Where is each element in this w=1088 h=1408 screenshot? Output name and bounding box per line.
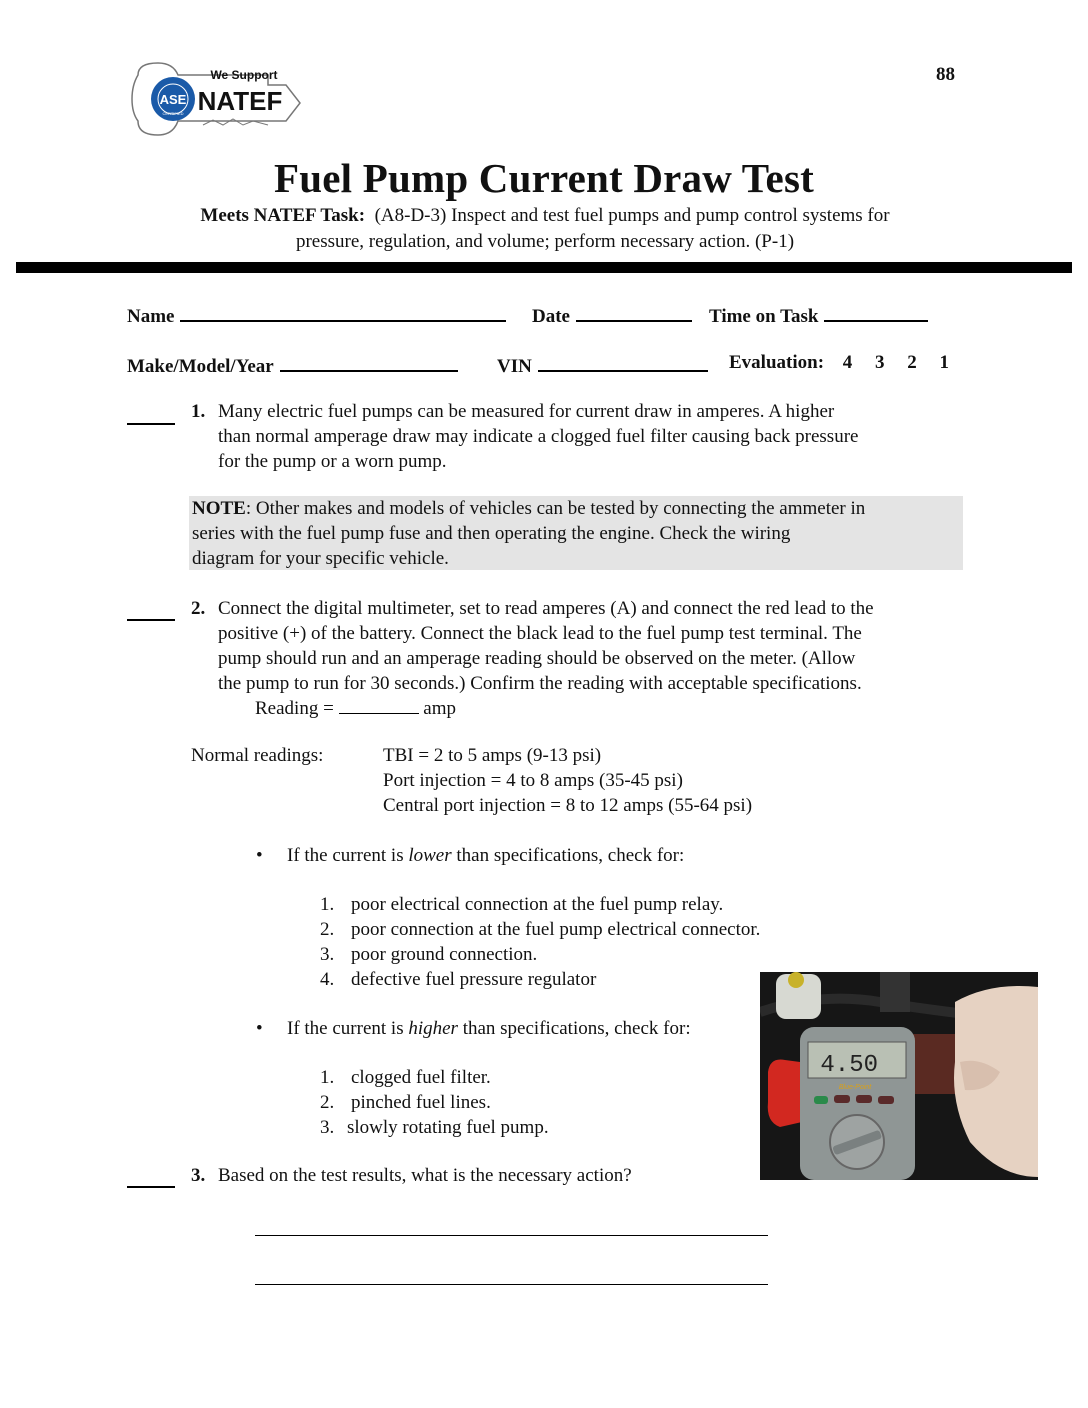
step2-line: Connect the digital multimeter, set to read amperes (A) and connect the red lead to the: [218, 598, 874, 619]
step2-number: 2.: [191, 598, 206, 619]
natef-logo: [128, 55, 318, 150]
natef-task-description: [130, 203, 960, 255]
time-on-task-label: Time on Task: [709, 306, 819, 327]
step2-line: the pump to run for 30 seconds.) Confirm the reading with acceptable specifications.: [218, 673, 862, 694]
evaluation-score-4[interactable]: 4: [842, 352, 853, 373]
name-label: Name: [127, 306, 175, 327]
lower-current-heading: [287, 843, 684, 868]
multimeter-photo-icon: [760, 972, 1038, 1180]
answer-line-2[interactable]: [255, 1284, 768, 1285]
svg-text:ASE: ASE: [159, 92, 187, 107]
date-field-group: [532, 302, 692, 328]
normal-reading-central-port: Central port injection = 8 to 12 amps (55-64 psi): [383, 795, 753, 816]
list-item: 2. pinched fuel lines.: [320, 1092, 491, 1113]
list-item: 3. slowly rotating fuel pump.: [320, 1117, 549, 1138]
lower-causes-list: [320, 892, 760, 992]
lower-emphasis: lower: [408, 845, 452, 866]
meter-display-text: 4.50: [820, 1052, 878, 1079]
lower-prefix: If the current is: [287, 845, 409, 866]
step1-checkoff-blank[interactable]: [127, 423, 175, 425]
vin-field-group: [497, 352, 708, 378]
date-input[interactable]: [576, 302, 692, 322]
higher-current-heading: [287, 1016, 691, 1041]
step1-line: than normal amperage draw may indicate a clogged fuel filter causing back pressure: [218, 426, 859, 447]
step2-checkoff-blank[interactable]: [127, 619, 175, 621]
reading-input[interactable]: [339, 695, 419, 714]
time-field-group: [709, 302, 928, 328]
evaluation-group: [729, 352, 949, 374]
higher-emphasis: higher: [408, 1018, 458, 1039]
normal-readings-label: Normal readings:: [191, 745, 324, 766]
bullet-icon: •: [256, 1018, 263, 1039]
reading-field-group: [255, 695, 456, 721]
lower-suffix: than specifications, check for:: [451, 845, 685, 866]
list-item: 1. clogged fuel filter.: [320, 1067, 491, 1088]
make-model-year-input[interactable]: [280, 352, 458, 372]
header-divider: [16, 262, 1072, 273]
vin-label: VIN: [497, 356, 532, 377]
normal-reading-tbi: TBI = 2 to 5 amps (9-13 psi): [383, 745, 602, 766]
list-item: 4. defective fuel pressure regulator: [320, 969, 597, 990]
normal-reading-port: Port injection = 4 to 8 amps (35-45 psi): [383, 770, 683, 791]
note-label: NOTE: [192, 498, 246, 519]
page-title: Fuel Pump Current Draw Test: [274, 155, 814, 201]
name-input[interactable]: [180, 302, 506, 322]
date-label: Date: [532, 306, 570, 327]
step3-text: Based on the test results, what is the necessary action?: [218, 1165, 632, 1186]
list-item: 2. poor connection at the fuel pump electrical connector.: [320, 919, 761, 940]
make-model-year-label: Make/Model/Year: [127, 356, 274, 377]
name-field-group: [127, 302, 506, 328]
svg-text:Blue-Point: Blue-Point: [838, 1084, 872, 1091]
make-field-group: [127, 352, 458, 378]
step1-line: for the pump or a worn pump.: [218, 451, 447, 472]
task-text-line1: (A8-D-3) Inspect and test fuel pumps and pump control systems for: [374, 205, 890, 226]
note-line: series with the fuel pump fuse and then operating the engine. Check the wiring: [192, 523, 791, 544]
task-label: Meets NATEF Task:: [200, 205, 366, 226]
task-text-line2: pressure, regulation, and volume; perform necessary action. (P-1): [295, 231, 795, 252]
evaluation-score-2[interactable]: 2: [907, 352, 917, 373]
higher-prefix: If the current is: [287, 1018, 409, 1039]
answer-line-1[interactable]: [255, 1235, 768, 1236]
svg-text:CERTIFIED: CERTIFIED: [162, 111, 184, 116]
higher-causes-list: [320, 1065, 549, 1140]
higher-suffix: than specifications, check for:: [457, 1018, 691, 1039]
step1-line: Many electric fuel pumps can be measured for current draw in amperes. A higher: [218, 401, 835, 422]
evaluation-score-1[interactable]: 1: [939, 352, 950, 373]
page-number: 88: [936, 64, 955, 85]
list-item: 1. poor electrical connection at the fuel pump relay.: [320, 894, 724, 915]
note-line: : Other makes and models of vehicles can be tested by connecting the ammeter in: [245, 498, 866, 519]
step2-text: [218, 596, 968, 696]
svg-text:NATEF: NATEF: [197, 86, 283, 116]
step1-number: 1.: [191, 401, 206, 422]
vin-input[interactable]: [538, 352, 708, 372]
step2-line: pump should run and an amperage reading should be observed on the meter. (Allow: [218, 648, 856, 669]
normal-readings-list: [383, 743, 752, 818]
natef-key-logo-icon: [128, 55, 318, 150]
reading-unit: amp: [423, 698, 457, 719]
step3-number: 3.: [191, 1165, 206, 1186]
svg-text:We Support: We Support: [210, 68, 278, 82]
step1-text: [218, 399, 958, 474]
note-line: diagram for your specific vehicle.: [192, 548, 449, 569]
reading-label: Reading =: [255, 698, 339, 719]
list-item: 3. poor ground connection.: [320, 944, 538, 965]
evaluation-label: Evaluation:: [729, 352, 825, 373]
note-box: [189, 496, 963, 570]
step3-checkoff-blank[interactable]: [127, 1186, 175, 1188]
step2-line: positive (+) of the battery. Connect the black lead to the fuel pump test terminal. The: [218, 623, 862, 644]
multimeter-photo: [760, 972, 1038, 1180]
evaluation-score-3[interactable]: 3: [875, 352, 885, 373]
time-on-task-input[interactable]: [824, 302, 928, 322]
bullet-icon: •: [256, 845, 263, 866]
